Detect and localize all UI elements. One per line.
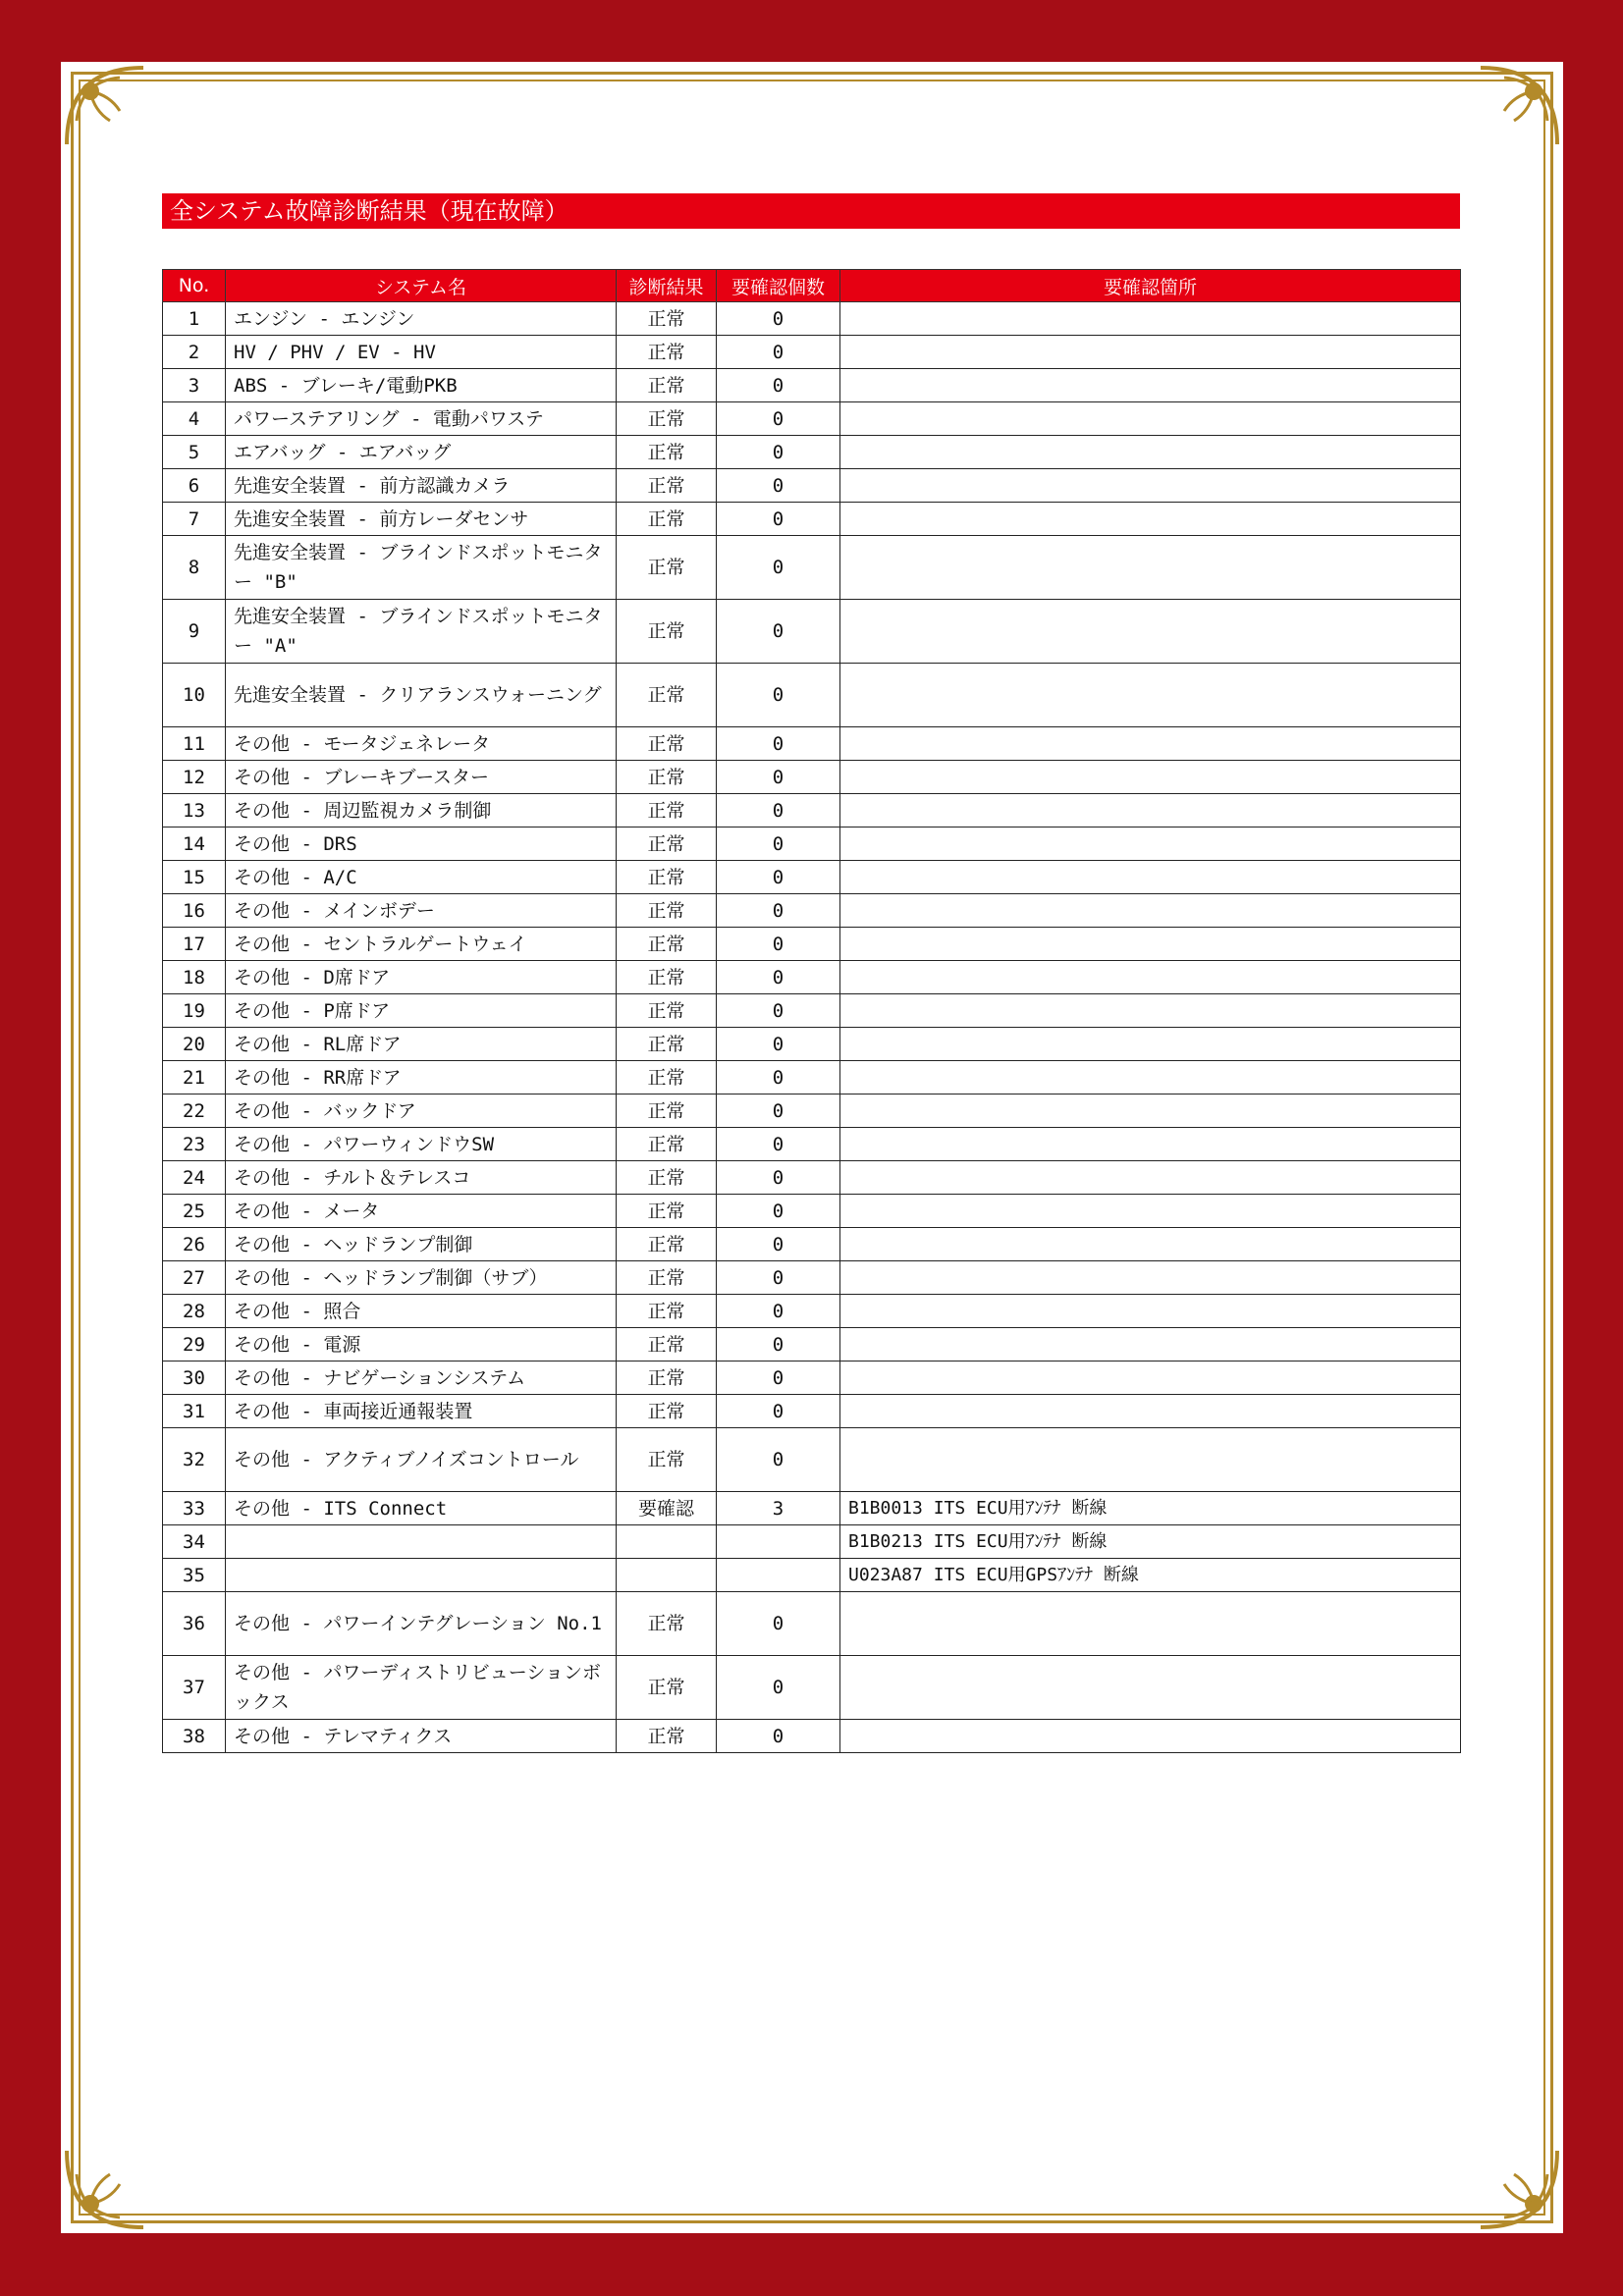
table-header-row xyxy=(163,270,1461,302)
cell-detail xyxy=(840,961,1461,994)
cell-detail xyxy=(840,664,1461,727)
cell-result: 正常 xyxy=(617,861,717,894)
cell-detail xyxy=(840,1395,1461,1428)
cell-detail xyxy=(840,1295,1461,1328)
cell-system: その他 - バックドア xyxy=(226,1095,617,1128)
diagnosis-table xyxy=(162,269,1461,1753)
cell-no: 9 xyxy=(163,600,226,664)
table-row xyxy=(163,1428,1461,1492)
cell-count: 0 xyxy=(717,1028,840,1061)
cell-result: 正常 xyxy=(617,1095,717,1128)
cell-detail xyxy=(840,503,1461,536)
table-row xyxy=(163,1656,1461,1720)
cell-result: 要確認 xyxy=(617,1492,717,1525)
cell-count: 3 xyxy=(717,1492,840,1525)
cell-system: その他 - 周辺監視カメラ制御 xyxy=(226,794,617,828)
cell-system: HV / PHV / EV - HV xyxy=(226,336,617,369)
cell-detail xyxy=(840,1028,1461,1061)
cell-count: 0 xyxy=(717,994,840,1028)
cell-count: 0 xyxy=(717,1095,840,1128)
cell-no: 4 xyxy=(163,402,226,436)
cell-result: 正常 xyxy=(617,794,717,828)
cell-count: 0 xyxy=(717,1428,840,1492)
cell-no: 13 xyxy=(163,794,226,828)
cell-detail xyxy=(840,1362,1461,1395)
cell-count xyxy=(717,1559,840,1592)
cell-count: 0 xyxy=(717,369,840,402)
cell-no: 17 xyxy=(163,928,226,961)
cell-count: 0 xyxy=(717,1161,840,1195)
ornament-corner-icon xyxy=(61,2145,149,2233)
cell-detail xyxy=(840,894,1461,928)
cell-system xyxy=(226,1525,617,1559)
cell-count: 0 xyxy=(717,1295,840,1328)
table-row xyxy=(163,761,1461,794)
table-row xyxy=(163,1295,1461,1328)
cell-count: 0 xyxy=(717,1261,840,1295)
cell-result: 正常 xyxy=(617,894,717,928)
cell-detail xyxy=(840,861,1461,894)
cell-system: その他 - RL席ドア xyxy=(226,1028,617,1061)
cell-count: 0 xyxy=(717,469,840,503)
cell-system: その他 - ITS Connect xyxy=(226,1492,617,1525)
cell-result xyxy=(617,1525,717,1559)
table-row xyxy=(163,894,1461,928)
cell-result xyxy=(617,1559,717,1592)
cell-system: ABS - ブレーキ/電動PKB xyxy=(226,369,617,402)
cell-result: 正常 xyxy=(617,1720,717,1753)
table-row xyxy=(163,1328,1461,1362)
cell-no: 30 xyxy=(163,1362,226,1395)
cell-system xyxy=(226,1559,617,1592)
table-row xyxy=(163,1362,1461,1395)
cell-result: 正常 xyxy=(617,1656,717,1720)
cell-system: その他 - P席ドア xyxy=(226,994,617,1028)
table-row xyxy=(163,828,1461,861)
cell-no: 1 xyxy=(163,302,226,336)
cell-system: その他 - パワーウィンドウSW xyxy=(226,1128,617,1161)
ornament-corner-icon xyxy=(61,62,149,150)
header-result: 診断結果 xyxy=(617,270,717,302)
table-row xyxy=(163,536,1461,600)
cell-detail xyxy=(840,302,1461,336)
header-count: 要確認個数 xyxy=(717,270,840,302)
cell-result: 正常 xyxy=(617,828,717,861)
cell-detail xyxy=(840,1656,1461,1720)
cell-detail xyxy=(840,336,1461,369)
table-row xyxy=(163,961,1461,994)
cell-system: その他 - RR席ドア xyxy=(226,1061,617,1095)
cell-count: 0 xyxy=(717,1228,840,1261)
cell-result: 正常 xyxy=(617,1592,717,1656)
cell-no: 3 xyxy=(163,369,226,402)
table-row xyxy=(163,928,1461,961)
cell-system: その他 - メータ xyxy=(226,1195,617,1228)
table-row xyxy=(163,369,1461,402)
cell-no: 35 xyxy=(163,1559,226,1592)
cell-count: 0 xyxy=(717,1128,840,1161)
cell-system: その他 - テレマティクス xyxy=(226,1720,617,1753)
cell-count: 0 xyxy=(717,302,840,336)
cell-system: その他 - DRS xyxy=(226,828,617,861)
cell-no: 19 xyxy=(163,994,226,1028)
table-row xyxy=(163,302,1461,336)
cell-result: 正常 xyxy=(617,1328,717,1362)
cell-system: 先進安全装置 - ブラインドスポットモニター "B" xyxy=(226,536,617,600)
cell-detail xyxy=(840,600,1461,664)
cell-detail xyxy=(840,1195,1461,1228)
cell-count: 0 xyxy=(717,536,840,600)
cell-detail xyxy=(840,369,1461,402)
cell-result: 正常 xyxy=(617,1128,717,1161)
cell-result: 正常 xyxy=(617,664,717,727)
table-row xyxy=(163,1261,1461,1295)
cell-system: エンジン - エンジン xyxy=(226,302,617,336)
cell-count: 0 xyxy=(717,600,840,664)
table-row xyxy=(163,1028,1461,1061)
cell-count: 0 xyxy=(717,1195,840,1228)
cell-detail xyxy=(840,469,1461,503)
cell-system: 先進安全装置 - 前方レーダセンサ xyxy=(226,503,617,536)
cell-system: 先進安全装置 - クリアランスウォーニング xyxy=(226,664,617,727)
cell-system: その他 - 電源 xyxy=(226,1328,617,1362)
cell-result: 正常 xyxy=(617,1228,717,1261)
cell-detail xyxy=(840,1720,1461,1753)
cell-no: 14 xyxy=(163,828,226,861)
cell-detail xyxy=(840,1061,1461,1095)
cell-detail xyxy=(840,828,1461,861)
cell-system: その他 - ブレーキブースター xyxy=(226,761,617,794)
cell-no: 16 xyxy=(163,894,226,928)
cell-count: 0 xyxy=(717,1395,840,1428)
cell-system: 先進安全装置 - ブラインドスポットモニター "A" xyxy=(226,600,617,664)
cell-system: その他 - ナビゲーションシステム xyxy=(226,1362,617,1395)
table-row xyxy=(163,503,1461,536)
cell-system: その他 - ヘッドランプ制御 xyxy=(226,1228,617,1261)
cell-detail xyxy=(840,1161,1461,1195)
cell-no: 21 xyxy=(163,1061,226,1095)
cell-result: 正常 xyxy=(617,928,717,961)
cell-no: 28 xyxy=(163,1295,226,1328)
cell-no: 22 xyxy=(163,1095,226,1128)
cell-result: 正常 xyxy=(617,402,717,436)
cell-result: 正常 xyxy=(617,1161,717,1195)
cell-detail xyxy=(840,1328,1461,1362)
cell-no: 7 xyxy=(163,503,226,536)
cell-detail xyxy=(840,402,1461,436)
cell-no: 6 xyxy=(163,469,226,503)
cell-system: その他 - パワーインテグレーション No.1 xyxy=(226,1592,617,1656)
cell-no: 34 xyxy=(163,1525,226,1559)
cell-count: 0 xyxy=(717,894,840,928)
table-row xyxy=(163,727,1461,761)
table-row xyxy=(163,436,1461,469)
cell-count xyxy=(717,1525,840,1559)
cell-result: 正常 xyxy=(617,1428,717,1492)
cell-detail xyxy=(840,1261,1461,1295)
page-title: 全システム故障診断結果（現在故障） xyxy=(162,193,1460,229)
cell-count: 0 xyxy=(717,794,840,828)
table-row xyxy=(163,861,1461,894)
cell-detail xyxy=(840,1095,1461,1128)
cell-system: その他 - チルト＆テレスコ xyxy=(226,1161,617,1195)
cell-result: 正常 xyxy=(617,336,717,369)
cell-detail xyxy=(840,1228,1461,1261)
ornament-corner-icon xyxy=(1475,62,1563,150)
cell-no: 26 xyxy=(163,1228,226,1261)
cell-result: 正常 xyxy=(617,727,717,761)
cell-system: その他 - モータジェネレータ xyxy=(226,727,617,761)
cell-result: 正常 xyxy=(617,961,717,994)
cell-system: その他 - 車両接近通報装置 xyxy=(226,1395,617,1428)
cell-count: 0 xyxy=(717,436,840,469)
cell-system: その他 - ヘッドランプ制御（サブ） xyxy=(226,1261,617,1295)
ornament-corner-icon xyxy=(1475,2145,1563,2233)
cell-detail xyxy=(840,994,1461,1028)
cell-count: 0 xyxy=(717,1328,840,1362)
cell-count: 0 xyxy=(717,1592,840,1656)
cell-count: 0 xyxy=(717,1362,840,1395)
cell-detail xyxy=(840,536,1461,600)
cell-count: 0 xyxy=(717,503,840,536)
cell-no: 5 xyxy=(163,436,226,469)
table-row xyxy=(163,1228,1461,1261)
cell-no: 10 xyxy=(163,664,226,727)
cell-system: その他 - A/C xyxy=(226,861,617,894)
cell-result: 正常 xyxy=(617,1261,717,1295)
table-row xyxy=(163,1395,1461,1428)
cell-no: 12 xyxy=(163,761,226,794)
cell-detail xyxy=(840,727,1461,761)
table-row xyxy=(163,1492,1461,1525)
cell-count: 0 xyxy=(717,928,840,961)
cell-result: 正常 xyxy=(617,503,717,536)
table-row xyxy=(163,336,1461,369)
cell-result: 正常 xyxy=(617,302,717,336)
table-row xyxy=(163,1559,1461,1592)
cell-detail xyxy=(840,928,1461,961)
cell-result: 正常 xyxy=(617,1362,717,1395)
cell-result: 正常 xyxy=(617,469,717,503)
cell-no: 11 xyxy=(163,727,226,761)
header-detail: 要確認箇所 xyxy=(840,270,1461,302)
cell-system: その他 - セントラルゲートウェイ xyxy=(226,928,617,961)
cell-count: 0 xyxy=(717,861,840,894)
cell-result: 正常 xyxy=(617,436,717,469)
cell-count: 0 xyxy=(717,961,840,994)
table-row xyxy=(163,1095,1461,1128)
cell-no: 37 xyxy=(163,1656,226,1720)
cell-detail xyxy=(840,761,1461,794)
cell-count: 0 xyxy=(717,1720,840,1753)
cell-detail xyxy=(840,1592,1461,1656)
cell-result: 正常 xyxy=(617,1295,717,1328)
table-row xyxy=(163,1061,1461,1095)
header-no: No. xyxy=(163,270,226,302)
cell-detail: B1B0213 ITS ECU用ｱﾝﾃﾅ 断線 xyxy=(840,1525,1461,1559)
cell-no: 31 xyxy=(163,1395,226,1428)
cell-result: 正常 xyxy=(617,1061,717,1095)
cell-count: 0 xyxy=(717,1656,840,1720)
cell-count: 0 xyxy=(717,761,840,794)
cell-no: 36 xyxy=(163,1592,226,1656)
cell-detail xyxy=(840,1128,1461,1161)
cell-no: 25 xyxy=(163,1195,226,1228)
cell-system: その他 - 照合 xyxy=(226,1295,617,1328)
cell-count: 0 xyxy=(717,336,840,369)
cell-count: 0 xyxy=(717,402,840,436)
table-row xyxy=(163,994,1461,1028)
cell-result: 正常 xyxy=(617,994,717,1028)
cell-system: 先進安全装置 - 前方認識カメラ xyxy=(226,469,617,503)
table-row xyxy=(163,1195,1461,1228)
cell-no: 29 xyxy=(163,1328,226,1362)
cell-no: 33 xyxy=(163,1492,226,1525)
table-row xyxy=(163,1128,1461,1161)
cell-system: その他 - アクティブノイズコントロール xyxy=(226,1428,617,1492)
cell-count: 0 xyxy=(717,664,840,727)
cell-no: 18 xyxy=(163,961,226,994)
cell-count: 0 xyxy=(717,727,840,761)
table-row xyxy=(163,1592,1461,1656)
table-row xyxy=(163,1161,1461,1195)
cell-no: 32 xyxy=(163,1428,226,1492)
cell-result: 正常 xyxy=(617,1395,717,1428)
table-row xyxy=(163,469,1461,503)
cell-no: 24 xyxy=(163,1161,226,1195)
table-row xyxy=(163,1720,1461,1753)
cell-result: 正常 xyxy=(617,600,717,664)
cell-detail xyxy=(840,436,1461,469)
cell-no: 23 xyxy=(163,1128,226,1161)
table-row xyxy=(163,664,1461,727)
table-row xyxy=(163,600,1461,664)
cell-no: 15 xyxy=(163,861,226,894)
cell-no: 2 xyxy=(163,336,226,369)
table-row xyxy=(163,1525,1461,1559)
cell-count: 0 xyxy=(717,828,840,861)
cell-detail: B1B0013 ITS ECU用ｱﾝﾃﾅ 断線 xyxy=(840,1492,1461,1525)
table-row xyxy=(163,794,1461,828)
cell-result: 正常 xyxy=(617,369,717,402)
cell-result: 正常 xyxy=(617,536,717,600)
header-system: システム名 xyxy=(226,270,617,302)
cell-system: エアバッグ - エアバッグ xyxy=(226,436,617,469)
cell-system: パワーステアリング - 電動パワステ xyxy=(226,402,617,436)
cell-result: 正常 xyxy=(617,1028,717,1061)
cell-count: 0 xyxy=(717,1061,840,1095)
cell-no: 8 xyxy=(163,536,226,600)
table-row xyxy=(163,402,1461,436)
cell-system: その他 - D席ドア xyxy=(226,961,617,994)
cell-detail xyxy=(840,794,1461,828)
cell-detail xyxy=(840,1428,1461,1492)
cell-no: 27 xyxy=(163,1261,226,1295)
cell-detail: U023A87 ITS ECU用GPSｱﾝﾃﾅ 断線 xyxy=(840,1559,1461,1592)
cell-result: 正常 xyxy=(617,1195,717,1228)
cell-result: 正常 xyxy=(617,761,717,794)
cell-no: 38 xyxy=(163,1720,226,1753)
cell-no: 20 xyxy=(163,1028,226,1061)
cell-system: その他 - メインボデー xyxy=(226,894,617,928)
cell-system: その他 - パワーディストリビューションボックス xyxy=(226,1656,617,1720)
